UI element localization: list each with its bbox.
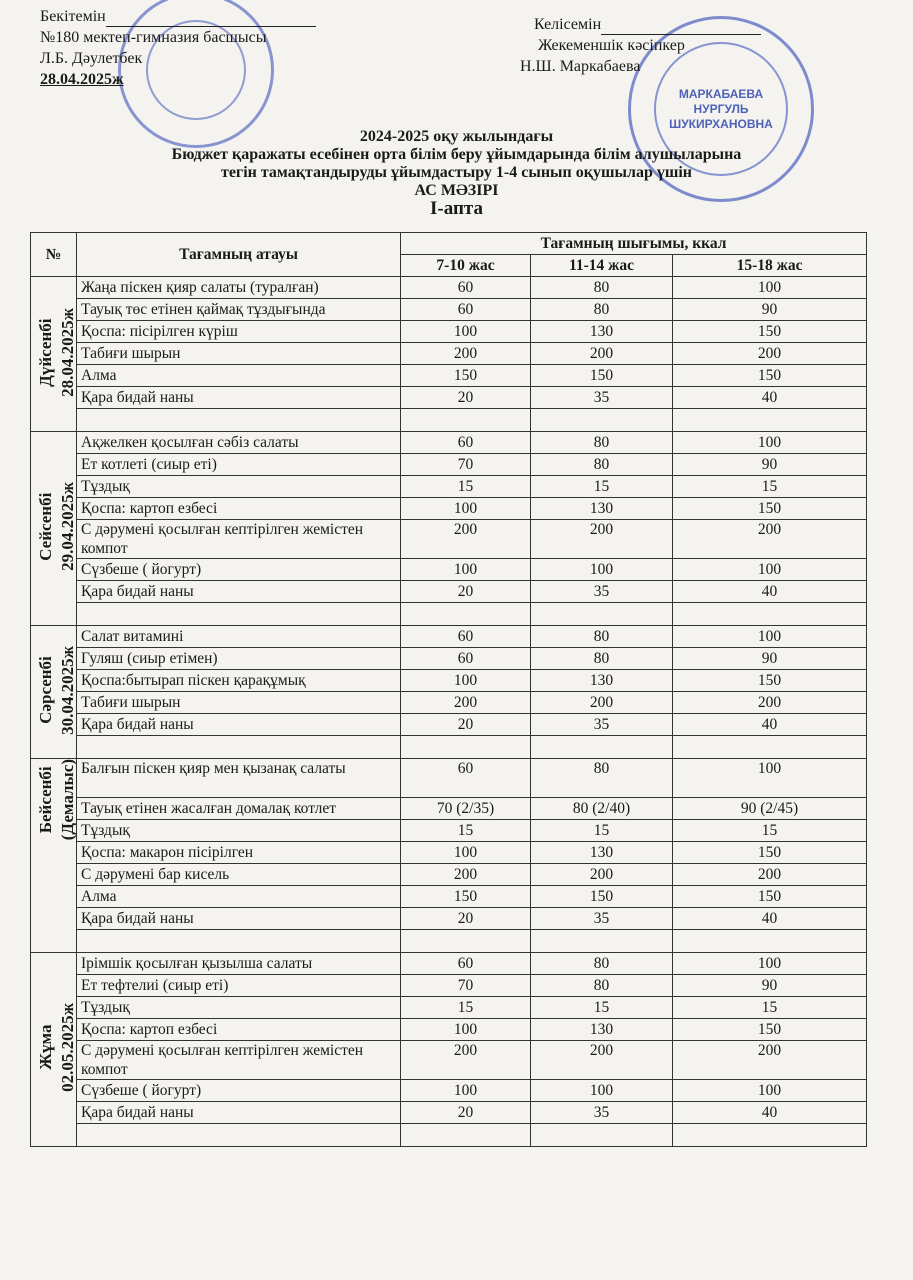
kcal-15-18: 15 xyxy=(673,997,867,1019)
dish-name: Салат витамині xyxy=(77,626,401,648)
header-number: № xyxy=(31,233,77,277)
menu-row xyxy=(31,953,867,975)
empty-row xyxy=(31,1124,867,1147)
kcal-7-10: 60 xyxy=(401,759,531,798)
day-date: 02.05.2025ж xyxy=(58,1003,77,1092)
menu-row xyxy=(31,648,867,670)
kcal-11-14: 200 xyxy=(531,520,673,559)
menu-row xyxy=(31,714,867,736)
kcal-11-14: 150 xyxy=(531,886,673,908)
day-name: Сейсенбі xyxy=(36,492,55,561)
kcal-11-14: 80 xyxy=(531,454,673,476)
kcal-15-18: 15 xyxy=(673,820,867,842)
kcal-15-18: 100 xyxy=(673,759,867,798)
menu-row xyxy=(31,692,867,714)
kcal-7-10: 20 xyxy=(401,908,531,930)
empty-cell xyxy=(77,736,401,759)
kcal-11-14: 80 xyxy=(531,299,673,321)
kcal-15-18: 150 xyxy=(673,365,867,387)
menu-row xyxy=(31,277,867,299)
empty-row xyxy=(31,930,867,953)
menu-row xyxy=(31,343,867,365)
kcal-11-14: 80 xyxy=(531,277,673,299)
document-title xyxy=(0,128,913,218)
day-date: 28.04.2025ж xyxy=(58,307,77,397)
kcal-15-18: 90 xyxy=(673,648,867,670)
kcal-11-14: 100 xyxy=(531,1080,673,1102)
kcal-7-10: 20 xyxy=(401,1102,531,1124)
menu-row xyxy=(31,670,867,692)
empty-cell xyxy=(673,930,867,953)
kcal-15-18: 200 xyxy=(673,864,867,886)
day-name: Бейсенбі xyxy=(36,766,55,834)
dish-name: Табиғи шырын xyxy=(77,343,401,365)
empty-cell xyxy=(77,1124,401,1147)
kcal-11-14: 80 xyxy=(531,953,673,975)
empty-cell xyxy=(673,1124,867,1147)
menu-row xyxy=(31,975,867,997)
menu-row xyxy=(31,365,867,387)
menu-row xyxy=(31,1019,867,1041)
day-cell xyxy=(31,432,77,626)
dish-name: Ақжелкен қосылған сәбіз салаты xyxy=(77,432,401,454)
kcal-15-18: 90 (2/45) xyxy=(673,798,867,820)
kcal-15-18: 90 xyxy=(673,454,867,476)
week-label: I-апта xyxy=(430,198,483,219)
dish-name: Ірімшік қосылған қызылша салаты xyxy=(77,953,401,975)
empty-row xyxy=(31,409,867,432)
empty-cell xyxy=(401,1124,531,1147)
menu-row xyxy=(31,559,867,581)
stamp-line-1: МАРКАБАЕВА xyxy=(678,86,764,101)
kcal-11-14: 100 xyxy=(531,559,673,581)
menu-row xyxy=(31,842,867,864)
kcal-11-14: 200 xyxy=(531,343,673,365)
kcal-15-18: 100 xyxy=(673,559,867,581)
dish-name: С дәрумені бар кисель xyxy=(77,864,401,886)
kcal-15-18: 100 xyxy=(673,1080,867,1102)
kcal-7-10: 150 xyxy=(401,365,531,387)
kcal-15-18: 200 xyxy=(673,343,867,365)
day-cell xyxy=(31,277,77,432)
menu-row xyxy=(31,520,867,559)
kcal-11-14: 200 xyxy=(531,1041,673,1080)
menu-table xyxy=(30,232,867,1147)
dish-name: Ет котлеті (сиыр еті) xyxy=(77,454,401,476)
kcal-11-14: 130 xyxy=(531,670,673,692)
empty-cell xyxy=(401,409,531,432)
kcal-7-10: 60 xyxy=(401,626,531,648)
menu-row xyxy=(31,498,867,520)
day-name: Сәрсенбі xyxy=(36,656,55,724)
kcal-15-18: 100 xyxy=(673,626,867,648)
title-line-1: 2024-2025 оқу жылындағы xyxy=(359,128,554,145)
title-line-2: Бюджет қаражаты есебінен орта білім беру ұйымдарында білім алушыларына xyxy=(171,146,742,163)
kcal-11-14: 15 xyxy=(531,476,673,498)
menu-row xyxy=(31,798,867,820)
dish-name: Қоспа: пісірілген күріш xyxy=(77,321,401,343)
dish-name: Сүзбеше ( йогурт) xyxy=(77,1080,401,1102)
kcal-7-10: 100 xyxy=(401,321,531,343)
kcal-11-14: 130 xyxy=(531,498,673,520)
kcal-7-10: 200 xyxy=(401,343,531,365)
kcal-7-10: 70 xyxy=(401,454,531,476)
day-name: Дүйсенбі xyxy=(36,317,55,387)
dish-name: С дәрумені қосылған кептірілген жемістен компот xyxy=(77,1041,401,1080)
kcal-7-10: 100 xyxy=(401,498,531,520)
kcal-11-14: 35 xyxy=(531,908,673,930)
kcal-15-18: 150 xyxy=(673,498,867,520)
kcal-15-18: 150 xyxy=(673,1019,867,1041)
kcal-11-14: 80 xyxy=(531,759,673,798)
dish-name: Қоспа: картоп езбесі xyxy=(77,1019,401,1041)
dish-name: Қоспа:бытырап піскен қарақұмық xyxy=(77,670,401,692)
kcal-7-10: 60 xyxy=(401,299,531,321)
empty-cell xyxy=(673,409,867,432)
kcal-15-18: 200 xyxy=(673,520,867,559)
kcal-7-10: 15 xyxy=(401,997,531,1019)
kcal-11-14: 35 xyxy=(531,714,673,736)
empty-cell xyxy=(77,409,401,432)
approve-label: Бекітемін xyxy=(40,8,106,25)
kcal-7-10: 200 xyxy=(401,520,531,559)
menu-row xyxy=(31,476,867,498)
kcal-7-10: 100 xyxy=(401,670,531,692)
kcal-11-14: 80 xyxy=(531,432,673,454)
empty-row xyxy=(31,603,867,626)
empty-cell xyxy=(531,1124,673,1147)
kcal-15-18: 150 xyxy=(673,321,867,343)
dish-name: Қара бидай наны xyxy=(77,1102,401,1124)
kcal-11-14: 15 xyxy=(531,997,673,1019)
stamp-line-2: НУРГУЛЬ xyxy=(693,101,749,116)
kcal-7-10: 60 xyxy=(401,953,531,975)
header-age-11-14: 11-14 жас xyxy=(531,255,673,277)
dish-name: Тұздық xyxy=(77,997,401,1019)
kcal-7-10: 20 xyxy=(401,387,531,409)
empty-cell xyxy=(673,603,867,626)
kcal-11-14: 35 xyxy=(531,387,673,409)
kcal-15-18: 200 xyxy=(673,1041,867,1080)
kcal-15-18: 100 xyxy=(673,953,867,975)
empty-cell xyxy=(531,736,673,759)
approve-position: №180 мектеп-гимназия басшысы xyxy=(40,29,267,46)
kcal-7-10: 20 xyxy=(401,714,531,736)
kcal-11-14: 200 xyxy=(531,864,673,886)
empty-cell xyxy=(77,930,401,953)
menu-row xyxy=(31,321,867,343)
dish-name: Табиғи шырын xyxy=(77,692,401,714)
kcal-11-14: 80 xyxy=(531,648,673,670)
empty-cell xyxy=(401,736,531,759)
menu-row xyxy=(31,908,867,930)
menu-row xyxy=(31,997,867,1019)
kcal-7-10: 15 xyxy=(401,476,531,498)
title-line-4: АС МӘЗІРІ xyxy=(414,182,499,199)
menu-row xyxy=(31,299,867,321)
dish-name: Гуляш (сиыр етімен) xyxy=(77,648,401,670)
empty-cell xyxy=(77,603,401,626)
day-date: (Демалыс) xyxy=(58,759,77,841)
kcal-11-14: 150 xyxy=(531,365,673,387)
header-age-7-10: 7-10 жас xyxy=(401,255,531,277)
header-dish-name: Тағамның атауы xyxy=(77,233,401,277)
agree-label: Келісемін xyxy=(534,16,602,33)
kcal-15-18: 150 xyxy=(673,670,867,692)
empty-cell xyxy=(531,409,673,432)
kcal-15-18: 90 xyxy=(673,975,867,997)
kcal-15-18: 40 xyxy=(673,1102,867,1124)
dish-name: Қара бидай наны xyxy=(77,581,401,603)
menu-row xyxy=(31,1102,867,1124)
day-cell xyxy=(31,759,77,953)
kcal-15-18: 150 xyxy=(673,842,867,864)
kcal-11-14: 80 (2/40) xyxy=(531,798,673,820)
kcal-7-10: 20 xyxy=(401,581,531,603)
empty-cell xyxy=(673,736,867,759)
menu-row xyxy=(31,886,867,908)
agree-position: Жекеменшік кәсіпкер xyxy=(538,37,685,54)
kcal-7-10: 100 xyxy=(401,559,531,581)
day-date: 29.04.2025ж xyxy=(58,482,77,571)
kcal-15-18: 100 xyxy=(673,432,867,454)
empty-row xyxy=(31,736,867,759)
approve-date: 28.04.2025ж xyxy=(40,71,124,88)
stamp-line-3: ШУКИРХАНОВНА xyxy=(669,116,773,131)
kcal-7-10: 60 xyxy=(401,432,531,454)
dish-name: Балғын піскен қияр мен қызанақ салаты xyxy=(77,759,401,798)
dish-name: Тауық етінен жасалған домалақ котлет xyxy=(77,798,401,820)
kcal-15-18: 200 xyxy=(673,692,867,714)
approve-name: Л.Б. Дәулетбек xyxy=(40,50,143,67)
header-age-15-18: 15-18 жас xyxy=(673,255,867,277)
kcal-11-14: 200 xyxy=(531,692,673,714)
kcal-15-18: 100 xyxy=(673,277,867,299)
kcal-11-14: 130 xyxy=(531,842,673,864)
empty-cell xyxy=(531,603,673,626)
menu-row xyxy=(31,820,867,842)
kcal-15-18: 40 xyxy=(673,387,867,409)
dish-name: Қара бидай наны xyxy=(77,387,401,409)
dish-name: Ет тефтелиі (сиыр еті) xyxy=(77,975,401,997)
dish-name: С дәрумені қосылған кептірілген жемістен компот xyxy=(77,520,401,559)
agreement-block xyxy=(520,14,761,77)
kcal-15-18: 40 xyxy=(673,908,867,930)
menu-row xyxy=(31,387,867,409)
day-date: 30.04.2025ж xyxy=(58,645,77,735)
kcal-7-10: 60 xyxy=(401,277,531,299)
header-output: Тағамның шығымы, ккал xyxy=(401,233,867,255)
dish-name: Тұздық xyxy=(77,820,401,842)
kcal-7-10: 200 xyxy=(401,1041,531,1080)
agree-name: Н.Ш. Маркабаева xyxy=(520,58,641,75)
kcal-7-10: 70 (2/35) xyxy=(401,798,531,820)
menu-row xyxy=(31,454,867,476)
dish-name: Қара бидай наны xyxy=(77,714,401,736)
title-line-3: тегін тамақтандыруды ұйымдастыру 1-4 сынып оқушылар үшін xyxy=(220,164,693,181)
kcal-7-10: 200 xyxy=(401,692,531,714)
menu-row xyxy=(31,864,867,886)
dish-name: Қара бидай наны xyxy=(77,908,401,930)
kcal-11-14: 80 xyxy=(531,626,673,648)
kcal-15-18: 40 xyxy=(673,581,867,603)
kcal-7-10: 70 xyxy=(401,975,531,997)
kcal-7-10: 100 xyxy=(401,842,531,864)
kcal-15-18: 150 xyxy=(673,886,867,908)
menu-row xyxy=(31,432,867,454)
menu-row xyxy=(31,1041,867,1080)
kcal-11-14: 35 xyxy=(531,1102,673,1124)
kcal-7-10: 200 xyxy=(401,864,531,886)
day-cell xyxy=(31,626,77,759)
kcal-11-14: 35 xyxy=(531,581,673,603)
kcal-15-18: 15 xyxy=(673,476,867,498)
kcal-11-14: 130 xyxy=(531,1019,673,1041)
dish-name: Алма xyxy=(77,365,401,387)
day-name: Жұма xyxy=(36,1024,55,1071)
dish-name: Сүзбеше ( йогурт) xyxy=(77,559,401,581)
dish-name: Қоспа: картоп езбесі xyxy=(77,498,401,520)
kcal-15-18: 90 xyxy=(673,299,867,321)
menu-row xyxy=(31,626,867,648)
kcal-7-10: 60 xyxy=(401,648,531,670)
dish-name: Тұздық xyxy=(77,476,401,498)
menu-row xyxy=(31,1080,867,1102)
dish-name: Қоспа: макарон пісірілген xyxy=(77,842,401,864)
empty-cell xyxy=(531,930,673,953)
menu-row xyxy=(31,759,867,798)
kcal-7-10: 100 xyxy=(401,1019,531,1041)
empty-cell xyxy=(401,930,531,953)
kcal-11-14: 80 xyxy=(531,975,673,997)
kcal-7-10: 100 xyxy=(401,1080,531,1102)
kcal-15-18: 40 xyxy=(673,714,867,736)
empty-cell xyxy=(401,603,531,626)
dish-name: Алма xyxy=(77,886,401,908)
kcal-11-14: 15 xyxy=(531,820,673,842)
menu-row xyxy=(31,581,867,603)
dish-name: Тауық төс етінен қаймақ тұздығында xyxy=(77,299,401,321)
approval-block xyxy=(40,6,316,90)
kcal-7-10: 150 xyxy=(401,886,531,908)
dish-name: Жаңа піскен қияр салаты (туралған) xyxy=(77,277,401,299)
kcal-7-10: 15 xyxy=(401,820,531,842)
day-cell xyxy=(31,953,77,1147)
kcal-11-14: 130 xyxy=(531,321,673,343)
